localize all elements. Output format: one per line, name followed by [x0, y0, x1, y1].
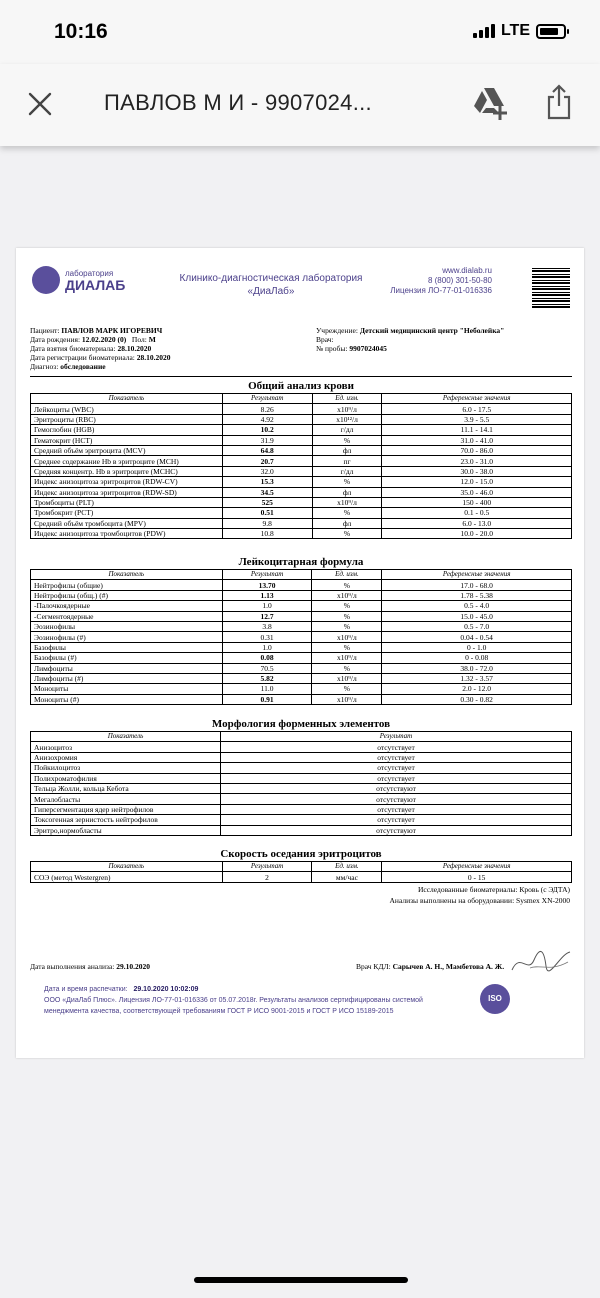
cell-result: 11.0 [222, 684, 312, 694]
cell-unit: г/дл [312, 425, 382, 435]
close-icon[interactable] [26, 90, 54, 118]
table-row [31, 580, 572, 590]
table-row [31, 694, 572, 704]
cell-unit: % [312, 508, 382, 518]
cell-ref: 3.9 - 5.5 [382, 414, 572, 424]
cell-unit: % [312, 435, 382, 445]
cell-unit: % [312, 611, 382, 621]
cell-name: Полихроматофилия [31, 773, 221, 783]
label: Диагноз: [30, 362, 59, 371]
col-name: Показатель [31, 862, 223, 872]
table-row [31, 425, 572, 435]
morph-title: Морфология форменных элементов [211, 718, 391, 730]
cell-name: СОЭ (метод Westergren) [31, 872, 223, 882]
cell-name: Гемоглобин (HGB) [31, 425, 223, 435]
table-row [31, 508, 572, 518]
patient-sex: М [148, 335, 156, 344]
cell-unit: % [312, 601, 382, 611]
cell-unit: % [312, 621, 382, 631]
label: Учреждение: [316, 326, 358, 335]
col-result: Результат [222, 394, 312, 404]
cell-ref: 0.04 - 0.54 [382, 632, 572, 642]
share-icon[interactable] [545, 84, 573, 120]
drive-add-icon[interactable] [472, 86, 508, 120]
table-row [31, 456, 572, 466]
table-row [31, 477, 572, 487]
divider [30, 376, 572, 377]
logo-caption: лаборатория [65, 268, 114, 278]
table-row [31, 642, 572, 652]
label: Дата регистрации биоматериала: [30, 353, 135, 362]
doctor-sign-row [356, 962, 504, 971]
cell-ref: 150 - 400 [382, 497, 572, 507]
cell-unit: % [312, 684, 382, 694]
cell-name: Эритроциты (RBC) [31, 414, 223, 424]
lab-contacts [390, 266, 492, 296]
cell-result: отсутствуют [221, 794, 572, 804]
cell-result: 20.7 [222, 456, 312, 466]
nav-bar [0, 64, 600, 146]
patient-dob-row [30, 335, 310, 344]
cell-ref: 0 - 15 [382, 872, 572, 882]
table-row [31, 742, 572, 752]
cell-ref: 11.1 - 14.1 [382, 425, 572, 435]
label: Дата выполнения анализа: [30, 962, 115, 971]
cell-name: Моноциты [31, 684, 223, 694]
cell-name: Токсогенная зернистость нейтрофилов [31, 815, 221, 825]
cell-result: 5.82 [222, 673, 312, 683]
cell-unit: г/дл [312, 466, 382, 476]
cell-name: Пойкилоцитоз [31, 763, 221, 773]
diagnosis: обследование [60, 362, 106, 371]
lab-site: www.dialab.ru [442, 266, 492, 275]
cell-ref: 0.1 - 0.5 [382, 508, 572, 518]
morph-table [30, 731, 572, 836]
label: Пол: [131, 335, 147, 344]
table-row [31, 773, 572, 783]
cell-unit: x10⁹/л [312, 590, 382, 600]
col-result: Результат [222, 570, 312, 580]
cell-result: 0.31 [222, 632, 312, 642]
cell-name: Лимфоциты (#) [31, 673, 223, 683]
cell-unit: x10⁹/л [312, 404, 382, 414]
lab-license: Лицензия ЛО-77-01-016336 [390, 286, 492, 295]
cell-ref: 17.0 - 68.0 [382, 580, 572, 590]
cell-name: Базофилы (#) [31, 653, 223, 663]
cell-result: 3.8 [222, 621, 312, 631]
cell-result: отсутствует [221, 742, 572, 752]
label: Дата и время распечатки: [44, 986, 128, 993]
cell-unit: пг [312, 456, 382, 466]
cell-name: Эозинофилы (#) [31, 632, 223, 642]
cell-result: 70.5 [222, 663, 312, 673]
cell-unit: фл [312, 518, 382, 528]
cell-result: 4.92 [222, 414, 312, 424]
table-row [31, 601, 572, 611]
cell-name: Нейтрофилы (общ.) (#) [31, 590, 223, 600]
cell-ref: 31.0 - 41.0 [382, 435, 572, 445]
cell-name: Нейтрофилы (общие) [31, 580, 223, 590]
cell-name: Гематокрит (HCT) [31, 435, 223, 445]
cell-name: Лимфоциты [31, 663, 223, 673]
cell-name: Тельца Жолли, кольца Кебота [31, 783, 221, 793]
cell-unit: фл [312, 445, 382, 455]
status-bar [0, 0, 600, 64]
esr-title: Скорость оседания эритроцитов [220, 848, 382, 860]
print-info [44, 984, 464, 1017]
table-row [31, 673, 572, 683]
wbc-title: Лейкоцитарная формула [238, 556, 364, 568]
cell-ref: 1.78 - 5.38 [382, 590, 572, 600]
footnote-equipment: Анализы выполнены на оборудовании: Sysmex XN-2000 [389, 896, 570, 905]
document-title: ПАВЛОВ М И - 9907024... [104, 90, 372, 115]
lab-logo [32, 266, 125, 294]
cell-result: 12.7 [222, 611, 312, 621]
cell-result: 64.8 [222, 445, 312, 455]
cell-ref: 23.0 - 31.0 [382, 456, 572, 466]
lab-title-line1: Клинико-диагностическая лаборатория [179, 273, 363, 284]
patient-name: ПАВЛОВ МАРК ИГОРЕВИЧ [61, 326, 163, 335]
cell-name: Анизохромия [31, 752, 221, 762]
cell-ref: 38.0 - 72.0 [382, 663, 572, 673]
cell-name: -Палочкоядерные [31, 601, 223, 611]
cell-result: 10.2 [222, 425, 312, 435]
table-row [31, 815, 572, 825]
cell-ref: 15.0 - 45.0 [382, 611, 572, 621]
col-name: Показатель [31, 570, 223, 580]
cell-result: 0.08 [222, 653, 312, 663]
label: Дата взятия биоматериала: [30, 344, 116, 353]
signal-icon [473, 24, 495, 38]
battery-icon [536, 24, 566, 39]
cell-result: 1.13 [222, 590, 312, 600]
table-row [31, 783, 572, 793]
table-row [31, 435, 572, 445]
cell-unit: x10⁹/л [312, 653, 382, 663]
table-row [31, 590, 572, 600]
table-row [31, 663, 572, 673]
cell-ref: 0 - 0.08 [382, 653, 572, 663]
home-indicator[interactable] [194, 1277, 408, 1283]
cell-unit: x10⁹/л [312, 497, 382, 507]
cell-result: 0.51 [222, 508, 312, 518]
cell-unit: % [312, 529, 382, 539]
cell-name: Эозинофилы [31, 621, 223, 631]
cell-unit: % [312, 580, 382, 590]
col-name: Показатель [31, 732, 221, 742]
col-unit: Ед. изм. [312, 862, 382, 872]
cell-result: 10.8 [222, 529, 312, 539]
table-row [31, 804, 572, 814]
col-ref: Референсные значения [382, 394, 572, 404]
cell-name: Гиперсегментация ядер нейтрофилов [31, 804, 221, 814]
esr-table [30, 861, 572, 883]
cell-unit: % [312, 477, 382, 487]
cell-result: 9.8 [222, 518, 312, 528]
cell-name: Средний объём тромбоцита (MPV) [31, 518, 223, 528]
cell-result: 1.0 [222, 601, 312, 611]
sample-no: 9907024045 [349, 344, 387, 353]
cell-unit: x10¹²/л [312, 414, 382, 424]
cell-unit: x10⁹/л [312, 632, 382, 642]
cell-name: Индекс анизоцитоза эритроцитов (RDW-CV) [31, 477, 223, 487]
cell-result: отсутствуют [221, 783, 572, 793]
cell-result: отсутствует [221, 773, 572, 783]
table-row [31, 518, 572, 528]
table-row [31, 825, 572, 835]
cell-unit: x10⁹/л [312, 673, 382, 683]
cell-name: Тромбокрит (PCT) [31, 508, 223, 518]
footnotes [390, 884, 570, 906]
cbc-title: Общий анализ крови [248, 380, 354, 392]
cell-result: 525 [222, 497, 312, 507]
cell-name: Тромбоциты (PLT) [31, 497, 223, 507]
cell-result: отсутствует [221, 763, 572, 773]
done-date: 29.10.2020 [116, 962, 150, 971]
cell-name: Моноциты (#) [31, 694, 223, 704]
cell-result: отсутствует [221, 752, 572, 762]
logo-name: ДИАЛАБ [65, 276, 126, 293]
lab-doctors: Сарычев А. Н., Мамбетова А. Ж. [392, 962, 505, 971]
cell-unit: % [312, 642, 382, 652]
table-row [31, 404, 572, 414]
cell-result: 15.3 [222, 477, 312, 487]
sample-date-row [30, 344, 310, 353]
diagnosis-row [30, 362, 310, 371]
patient-name-row [30, 326, 310, 335]
logo-icon [32, 266, 60, 294]
doctor-row [316, 335, 576, 344]
cell-unit: % [312, 663, 382, 673]
lab-title-line2: «ДиаЛаб» [247, 286, 295, 297]
table-row [31, 611, 572, 621]
cell-ref: 0.5 - 4.0 [382, 601, 572, 611]
reg-date-row [30, 353, 310, 362]
cell-name: -Сегментоядерные [31, 611, 223, 621]
label: Пациент: [30, 326, 60, 335]
table-row [31, 653, 572, 663]
cell-name: Индекс анизоцитоза эритроцитов (RDW-SD) [31, 487, 223, 497]
footnote-material: Исследованные биоматериалы: Кровь (с ЭДТА) [417, 885, 570, 894]
lab-title [156, 272, 386, 298]
label: № пробы: [316, 344, 348, 353]
cell-result: 8.26 [222, 404, 312, 414]
cell-ref: 6.0 - 17.5 [382, 404, 572, 414]
cell-ref: 1.32 - 3.57 [382, 673, 572, 683]
label: Врач КДЛ: [356, 962, 391, 971]
cell-ref: 2.0 - 12.0 [382, 684, 572, 694]
org-row [316, 326, 576, 335]
col-result: Результат [222, 862, 312, 872]
cell-result: 1.0 [222, 642, 312, 652]
cell-ref: 0 - 1.0 [382, 642, 572, 652]
col-name: Показатель [31, 394, 223, 404]
print-datetime: 29.10.2020 10:02:09 [133, 986, 199, 993]
table-row [31, 684, 572, 694]
patient-dob: 12.02.2020 (0) [81, 335, 127, 344]
sample-date: 28.10.2020 [117, 344, 152, 353]
cell-ref: 30.0 - 38.0 [382, 466, 572, 476]
cell-result: отсутствует [221, 804, 572, 814]
certification-line2: менеджмента качества, соответствующей требованиям ГОСТ Р ИСО 9001-2015 и ГОСТ Р ИСО 15189-2015 [44, 1008, 394, 1015]
table-row [31, 632, 572, 642]
org: Детский медицинский центр "Неболейка" [359, 326, 505, 335]
table-row [31, 466, 572, 476]
col-unit: Ед. изм. [312, 394, 382, 404]
cell-result: 31.9 [222, 435, 312, 445]
sample-no-row [316, 344, 576, 353]
print-datetime-row [44, 984, 464, 995]
status-time: 10:16 [54, 20, 108, 43]
table-row [31, 752, 572, 762]
table-row [31, 445, 572, 455]
cell-result: отсутствуют [221, 825, 572, 835]
cell-name: Базофилы [31, 642, 223, 652]
iso-badge: ISO [480, 984, 510, 1014]
done-date-row [30, 962, 150, 971]
cbc-table [30, 393, 572, 539]
cell-unit: фл [312, 487, 382, 497]
barcode-icon [532, 266, 570, 308]
cell-result: 32.0 [222, 466, 312, 476]
table-row [31, 487, 572, 497]
col-unit: Ед. изм. [312, 570, 382, 580]
table-row [31, 497, 572, 507]
table-row [31, 872, 572, 882]
cell-unit: мм/час [312, 872, 382, 882]
signature [510, 948, 572, 976]
cell-ref: 6.0 - 13.0 [382, 518, 572, 528]
cell-result: 2 [222, 872, 312, 882]
reg-date: 28.10.2020 [136, 353, 171, 362]
table-row [31, 414, 572, 424]
cell-name: Лейкоциты (WBC) [31, 404, 223, 414]
wbc-table [30, 569, 572, 705]
cell-ref: 0.30 - 0.82 [382, 694, 572, 704]
col-ref: Референсные значения [382, 862, 572, 872]
table-row [31, 763, 572, 773]
status-icons [473, 22, 566, 40]
table-row [31, 529, 572, 539]
cell-name: Мегалобласты [31, 794, 221, 804]
cell-ref: 70.0 - 86.0 [382, 445, 572, 455]
label: Врач: [316, 335, 334, 344]
cell-ref: 0.5 - 7.0 [382, 621, 572, 631]
col-result: Результат [221, 732, 572, 742]
label: Дата рождения: [30, 335, 81, 344]
cell-name: Эритро,нормобласты [31, 825, 221, 835]
cell-name: Индекс анизоцитоза тромбоцитов (PDW) [31, 529, 223, 539]
table-row [31, 621, 572, 631]
cell-result: 13.70 [222, 580, 312, 590]
cell-ref: 35.0 - 46.0 [382, 487, 572, 497]
certification-line1: ООО «ДиаЛаб Плюс». Лицензия ЛО-77-01-016336 от 05.07.2018г. Результаты анализов сертифицированы системой [44, 997, 423, 1004]
table-row [31, 794, 572, 804]
network-type: LTE [500, 22, 530, 39]
cell-result: отсутствует [221, 815, 572, 825]
cell-name: Среднее содержание Hb в эритроците (MCH) [31, 456, 223, 466]
cell-unit: x10⁹/л [312, 694, 382, 704]
lab-phone: 8 (800) 301-50-80 [427, 276, 492, 285]
cell-name: Средний объём эритроцита (MCV) [31, 445, 223, 455]
cell-ref: 12.0 - 15.0 [382, 477, 572, 487]
cell-result: 0.91 [222, 694, 312, 704]
cell-ref: 10.0 - 20.0 [382, 529, 572, 539]
cell-name: Средняя концентр. Hb в эритроците (MCHC) [31, 466, 223, 476]
col-ref: Референсные значения [382, 570, 572, 580]
cell-result: 34.5 [222, 487, 312, 497]
cell-name: Анизоцитоз [31, 742, 221, 752]
